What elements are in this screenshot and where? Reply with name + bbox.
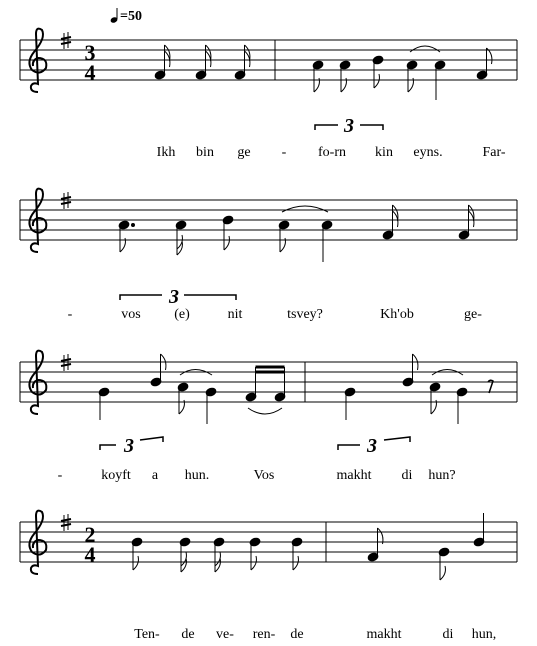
staff-system-2: [20, 200, 517, 240]
svg-text:3: 3: [169, 286, 179, 308]
lyric-syllable: Kh'ob: [380, 307, 414, 322]
notes-system-4: [131, 513, 485, 580]
lyric-syllable: fo-rn: [318, 145, 346, 160]
lyric-syllable: Vos: [253, 468, 275, 483]
lyric-syllable: tsvey?: [287, 307, 323, 322]
tuplet-bracket: [338, 435, 410, 457]
lyric-syllable: ge-: [464, 307, 482, 322]
time-signature-top: 3: [84, 40, 96, 65]
tuplet-bracket: [120, 286, 236, 308]
lyric-syllable: koyft: [101, 468, 131, 483]
lyric-syllable: makht: [366, 627, 402, 642]
lyric-syllable: bin: [196, 145, 214, 160]
time-signature-top: 2: [84, 522, 96, 547]
lyric-syllable: kin: [375, 145, 393, 160]
lyric-syllable: vos: [121, 307, 141, 322]
lyric-syllable: Far-: [482, 145, 506, 160]
lyric-syllable: di: [442, 627, 454, 642]
lyric-syllable: de: [290, 627, 304, 642]
lyric-syllable: -: [67, 307, 73, 322]
lyric-syllable: hun,: [471, 627, 497, 642]
lyric-syllable: -: [281, 145, 287, 160]
lyric-syllable: di: [401, 468, 413, 483]
svg-text:3: 3: [344, 115, 354, 137]
tuplet-bracket: [100, 435, 163, 457]
lyric-syllable: Ten-: [134, 627, 160, 642]
lyric-syllable: eyns.: [413, 145, 443, 160]
notes-system-1: [154, 45, 492, 100]
lyric-syllable: -: [57, 468, 63, 483]
lyric-syllable: hun?: [428, 468, 456, 483]
svg-text:3: 3: [367, 435, 377, 457]
lyric-syllable: hun.: [184, 468, 210, 483]
lyric-syllable: nit: [227, 307, 243, 322]
lyric-syllable: makht: [336, 468, 372, 483]
tempo-marking: =50: [120, 9, 142, 24]
lyric-syllable: Ikh: [156, 145, 176, 160]
lyric-syllable: (e): [174, 307, 190, 322]
svg-text:3: 3: [124, 435, 134, 457]
lyric-syllable: ge: [237, 145, 251, 160]
time-signature-bottom: 4: [84, 60, 96, 85]
lyric-syllable: a: [151, 468, 159, 483]
notes-system-3: [98, 354, 493, 424]
tuplet-bracket: [315, 115, 383, 137]
lyric-syllable: de: [181, 627, 195, 642]
lyric-syllable: ve-: [216, 627, 234, 642]
time-signature-bottom: 4: [84, 542, 96, 567]
tempo-note-icon: [110, 8, 118, 24]
notes-system-2: [118, 205, 474, 262]
lyric-syllable: ren-: [252, 627, 276, 642]
